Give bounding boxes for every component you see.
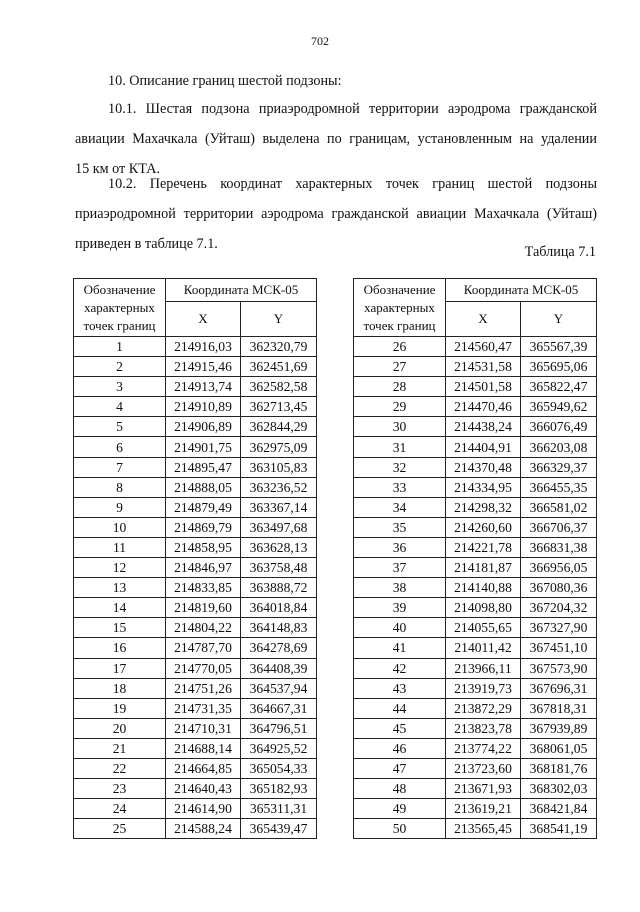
table-row	[354, 698, 597, 718]
table-row	[74, 638, 317, 658]
table-row	[74, 477, 317, 497]
table-row	[354, 477, 597, 497]
table-row	[74, 457, 317, 477]
point-number-cell: 39	[354, 598, 446, 618]
x-column-header: X	[446, 302, 521, 337]
x-coordinate-cell: 214751,26	[166, 678, 241, 698]
table-row	[74, 678, 317, 698]
x-coordinate-cell: 214858,95	[166, 537, 241, 557]
y-coordinate-cell: 365567,39	[521, 337, 597, 357]
y-coordinate-cell: 364018,84	[241, 598, 317, 618]
y-coordinate-cell: 367573,90	[521, 658, 597, 678]
y-coordinate-cell: 368421,84	[521, 799, 597, 819]
point-number-cell: 1	[74, 337, 166, 357]
point-number-cell: 32	[354, 457, 446, 477]
x-coordinate-cell: 213872,29	[446, 698, 521, 718]
point-number-cell: 46	[354, 738, 446, 758]
table-row	[354, 658, 597, 678]
y-coordinate-cell: 362582,58	[241, 377, 317, 397]
point-number-cell: 49	[354, 799, 446, 819]
point-number-cell: 15	[74, 618, 166, 638]
table-row	[74, 578, 317, 598]
y-coordinate-cell: 363758,48	[241, 558, 317, 578]
table-row	[354, 779, 597, 799]
y-column-header: Y	[241, 302, 317, 337]
x-coordinate-cell: 214298,32	[446, 497, 521, 517]
x-coordinate-cell: 213966,11	[446, 658, 521, 678]
y-coordinate-cell: 364278,69	[241, 638, 317, 658]
x-coordinate-cell: 214879,49	[166, 497, 241, 517]
table-row	[354, 457, 597, 477]
table-row	[354, 397, 597, 417]
x-coordinate-cell: 214787,70	[166, 638, 241, 658]
point-number-cell: 25	[74, 819, 166, 839]
y-coordinate-cell: 365949,62	[521, 397, 597, 417]
point-number-cell: 9	[74, 497, 166, 517]
y-coordinate-cell: 362844,29	[241, 417, 317, 437]
table-row	[74, 517, 317, 537]
x-coordinate-cell: 214098,80	[446, 598, 521, 618]
point-number-cell: 16	[74, 638, 166, 658]
point-number-cell: 12	[74, 558, 166, 578]
paragraph-line: 10.1. Шестая подзона приаэродромной территории аэродрома гражданской	[108, 101, 597, 117]
table-row	[354, 718, 597, 738]
y-coordinate-cell: 364148,83	[241, 618, 317, 638]
y-coordinate-cell: 366831,38	[521, 537, 597, 557]
x-coordinate-cell: 214915,46	[166, 357, 241, 377]
paragraph-line: авиации Махачкала (Уйташ) выделена по границам, установленным на удалении	[75, 131, 597, 147]
table-row	[74, 397, 317, 417]
y-coordinate-cell: 362975,09	[241, 437, 317, 457]
point-number-cell: 22	[74, 758, 166, 778]
table-row	[354, 417, 597, 437]
point-number-cell: 35	[354, 517, 446, 537]
table-row	[354, 437, 597, 457]
x-coordinate-cell: 214011,42	[446, 638, 521, 658]
x-coordinate-cell: 214895,47	[166, 457, 241, 477]
y-coordinate-cell: 366581,02	[521, 497, 597, 517]
x-coordinate-cell: 213619,21	[446, 799, 521, 819]
point-number-cell: 38	[354, 578, 446, 598]
y-coordinate-cell: 368061,05	[521, 738, 597, 758]
x-coordinate-cell: 214913,74	[166, 377, 241, 397]
table-row	[74, 658, 317, 678]
y-coordinate-cell: 365439,47	[241, 819, 317, 839]
x-coordinate-cell: 214916,03	[166, 337, 241, 357]
y-coordinate-cell: 367818,31	[521, 698, 597, 718]
table-row	[354, 799, 597, 819]
x-column-header: X	[166, 302, 241, 337]
y-column-header: Y	[521, 302, 597, 337]
y-coordinate-cell: 368302,03	[521, 779, 597, 799]
x-coordinate-cell: 214869,79	[166, 517, 241, 537]
x-coordinate-cell: 214260,60	[446, 517, 521, 537]
x-coordinate-cell: 214438,24	[446, 417, 521, 437]
point-number-cell: 4	[74, 397, 166, 417]
point-number-cell: 11	[74, 537, 166, 557]
table-row	[354, 618, 597, 638]
x-coordinate-cell: 214731,35	[166, 698, 241, 718]
table-row	[74, 558, 317, 578]
x-coordinate-cell: 214770,05	[166, 658, 241, 678]
table-row	[74, 738, 317, 758]
point-number-cell: 31	[354, 437, 446, 457]
table-caption: Таблица 7.1	[524, 244, 596, 260]
table-row	[354, 497, 597, 517]
y-coordinate-cell: 363888,72	[241, 578, 317, 598]
y-coordinate-cell: 364796,51	[241, 718, 317, 738]
table-row	[354, 578, 597, 598]
table-row	[74, 437, 317, 457]
x-coordinate-cell: 214560,47	[446, 337, 521, 357]
y-coordinate-cell: 367080,36	[521, 578, 597, 598]
y-coordinate-cell: 367327,90	[521, 618, 597, 638]
point-number-cell: 40	[354, 618, 446, 638]
x-coordinate-cell: 213565,45	[446, 819, 521, 839]
y-coordinate-cell: 362320,79	[241, 337, 317, 357]
y-coordinate-cell: 367696,31	[521, 678, 597, 698]
table-row	[354, 558, 597, 578]
point-number-cell: 37	[354, 558, 446, 578]
point-number-cell: 36	[354, 537, 446, 557]
y-coordinate-cell: 365695,06	[521, 357, 597, 377]
table-row	[74, 417, 317, 437]
y-coordinate-cell: 366203,08	[521, 437, 597, 457]
y-coordinate-cell: 363367,14	[241, 497, 317, 517]
point-number-cell: 48	[354, 779, 446, 799]
x-coordinate-cell: 214370,48	[446, 457, 521, 477]
point-number-cell: 19	[74, 698, 166, 718]
table-row	[354, 638, 597, 658]
x-coordinate-cell: 214588,24	[166, 819, 241, 839]
y-coordinate-cell: 365822,47	[521, 377, 597, 397]
x-coordinate-cell: 214819,60	[166, 598, 241, 618]
x-coordinate-cell: 214833,85	[166, 578, 241, 598]
x-coordinate-cell: 213823,78	[446, 718, 521, 738]
point-number-cell: 7	[74, 457, 166, 477]
y-coordinate-cell: 365311,31	[241, 799, 317, 819]
paragraph-line: приаэродромной территории аэродрома гражданской авиации Махачкала (Уйташ)	[75, 206, 597, 222]
point-number-cell: 44	[354, 698, 446, 718]
y-coordinate-cell: 366706,37	[521, 517, 597, 537]
point-number-cell: 50	[354, 819, 446, 839]
point-number-cell: 28	[354, 377, 446, 397]
point-number-cell: 2	[74, 357, 166, 377]
x-coordinate-cell: 214846,97	[166, 558, 241, 578]
y-coordinate-cell: 364667,31	[241, 698, 317, 718]
point-number-cell: 3	[74, 377, 166, 397]
y-coordinate-cell: 364925,52	[241, 738, 317, 758]
coordinates-table-right	[353, 278, 597, 839]
point-number-cell: 18	[74, 678, 166, 698]
x-coordinate-cell: 213774,22	[446, 738, 521, 758]
x-coordinate-cell: 214470,46	[446, 397, 521, 417]
point-number-cell: 34	[354, 497, 446, 517]
point-number-cell: 17	[74, 658, 166, 678]
coordinate-column-header: Координата МСК-05	[446, 279, 597, 302]
point-number-cell: 24	[74, 799, 166, 819]
table-row	[354, 377, 597, 397]
y-coordinate-cell: 367204,32	[521, 598, 597, 618]
x-coordinate-cell: 214531,58	[446, 357, 521, 377]
x-coordinate-cell: 214710,31	[166, 718, 241, 738]
table-row	[74, 718, 317, 738]
y-coordinate-cell: 366956,05	[521, 558, 597, 578]
table-row	[74, 819, 317, 839]
x-coordinate-cell: 213671,93	[446, 779, 521, 799]
y-coordinate-cell: 364537,94	[241, 678, 317, 698]
table-row	[74, 758, 317, 778]
coordinate-column-header: Координата МСК-05	[166, 279, 317, 302]
x-coordinate-cell: 214901,75	[166, 437, 241, 457]
paragraph-line: 15 км от КТА.	[75, 161, 161, 177]
point-number-cell: 45	[354, 718, 446, 738]
x-coordinate-cell: 214334,95	[446, 477, 521, 497]
table-row	[74, 598, 317, 618]
x-coordinate-cell: 214804,22	[166, 618, 241, 638]
x-coordinate-cell: 214404,91	[446, 437, 521, 457]
x-coordinate-cell: 214664,85	[166, 758, 241, 778]
x-coordinate-cell: 214910,89	[166, 397, 241, 417]
table-row	[354, 819, 597, 839]
x-coordinate-cell: 214221,78	[446, 537, 521, 557]
table-row	[354, 598, 597, 618]
point-number-cell: 27	[354, 357, 446, 377]
point-number-cell: 14	[74, 598, 166, 618]
x-coordinate-cell: 214688,14	[166, 738, 241, 758]
y-coordinate-cell: 366329,37	[521, 457, 597, 477]
x-coordinate-cell: 213919,73	[446, 678, 521, 698]
table-row	[74, 337, 317, 357]
table-row	[354, 678, 597, 698]
y-coordinate-cell: 364408,39	[241, 658, 317, 678]
y-coordinate-cell: 363236,52	[241, 477, 317, 497]
y-coordinate-cell: 368181,76	[521, 758, 597, 778]
point-number-cell: 43	[354, 678, 446, 698]
y-coordinate-cell: 368541,19	[521, 819, 597, 839]
coordinates-table-left	[73, 278, 317, 839]
x-coordinate-cell: 214055,65	[446, 618, 521, 638]
point-number-cell: 8	[74, 477, 166, 497]
table-row	[74, 698, 317, 718]
y-coordinate-cell: 365054,33	[241, 758, 317, 778]
table-row	[74, 799, 317, 819]
y-coordinate-cell: 363497,68	[241, 517, 317, 537]
table-row	[354, 357, 597, 377]
point-number-cell: 29	[354, 397, 446, 417]
table-row	[354, 537, 597, 557]
point-number-cell: 10	[74, 517, 166, 537]
point-number-cell: 30	[354, 417, 446, 437]
x-coordinate-cell: 214640,43	[166, 779, 241, 799]
table-row	[354, 758, 597, 778]
paragraph-line: приведен в таблице 7.1.	[75, 236, 218, 252]
x-coordinate-cell: 214614,90	[166, 799, 241, 819]
x-coordinate-cell: 214181,87	[446, 558, 521, 578]
y-coordinate-cell: 365182,93	[241, 779, 317, 799]
point-number-cell: 23	[74, 779, 166, 799]
x-coordinate-cell: 214888,05	[166, 477, 241, 497]
table-row	[354, 337, 597, 357]
point-number-cell: 42	[354, 658, 446, 678]
y-coordinate-cell: 367451,10	[521, 638, 597, 658]
point-number-cell: 6	[74, 437, 166, 457]
y-coordinate-cell: 363628,13	[241, 537, 317, 557]
x-coordinate-cell: 214501,58	[446, 377, 521, 397]
table-row	[74, 618, 317, 638]
paragraph-line: 10.2. Перечень координат характерных точек границ шестой подзоны	[108, 176, 597, 192]
table-row	[74, 779, 317, 799]
table-row	[74, 537, 317, 557]
point-number-cell: 5	[74, 417, 166, 437]
y-coordinate-cell: 366076,49	[521, 417, 597, 437]
point-number-cell: 41	[354, 638, 446, 658]
page-number: 702	[311, 34, 329, 48]
table-row	[74, 357, 317, 377]
point-number-cell: 20	[74, 718, 166, 738]
point-number-cell: 47	[354, 758, 446, 778]
table-row	[74, 497, 317, 517]
table-row	[354, 517, 597, 537]
point-number-cell: 13	[74, 578, 166, 598]
point-number-cell: 33	[354, 477, 446, 497]
x-coordinate-cell: 214906,89	[166, 417, 241, 437]
point-column-header: Обозначение характерных точек границ	[74, 279, 166, 337]
table-row	[74, 377, 317, 397]
table-row	[354, 738, 597, 758]
y-coordinate-cell: 363105,83	[241, 457, 317, 477]
point-number-cell: 26	[354, 337, 446, 357]
y-coordinate-cell: 362451,69	[241, 357, 317, 377]
x-coordinate-cell: 213723,60	[446, 758, 521, 778]
y-coordinate-cell: 362713,45	[241, 397, 317, 417]
y-coordinate-cell: 367939,89	[521, 718, 597, 738]
x-coordinate-cell: 214140,88	[446, 578, 521, 598]
section-heading: 10. Описание границ шестой подзоны:	[108, 73, 342, 89]
point-column-header: Обозначение характерных точек границ	[354, 279, 446, 337]
y-coordinate-cell: 366455,35	[521, 477, 597, 497]
point-number-cell: 21	[74, 738, 166, 758]
